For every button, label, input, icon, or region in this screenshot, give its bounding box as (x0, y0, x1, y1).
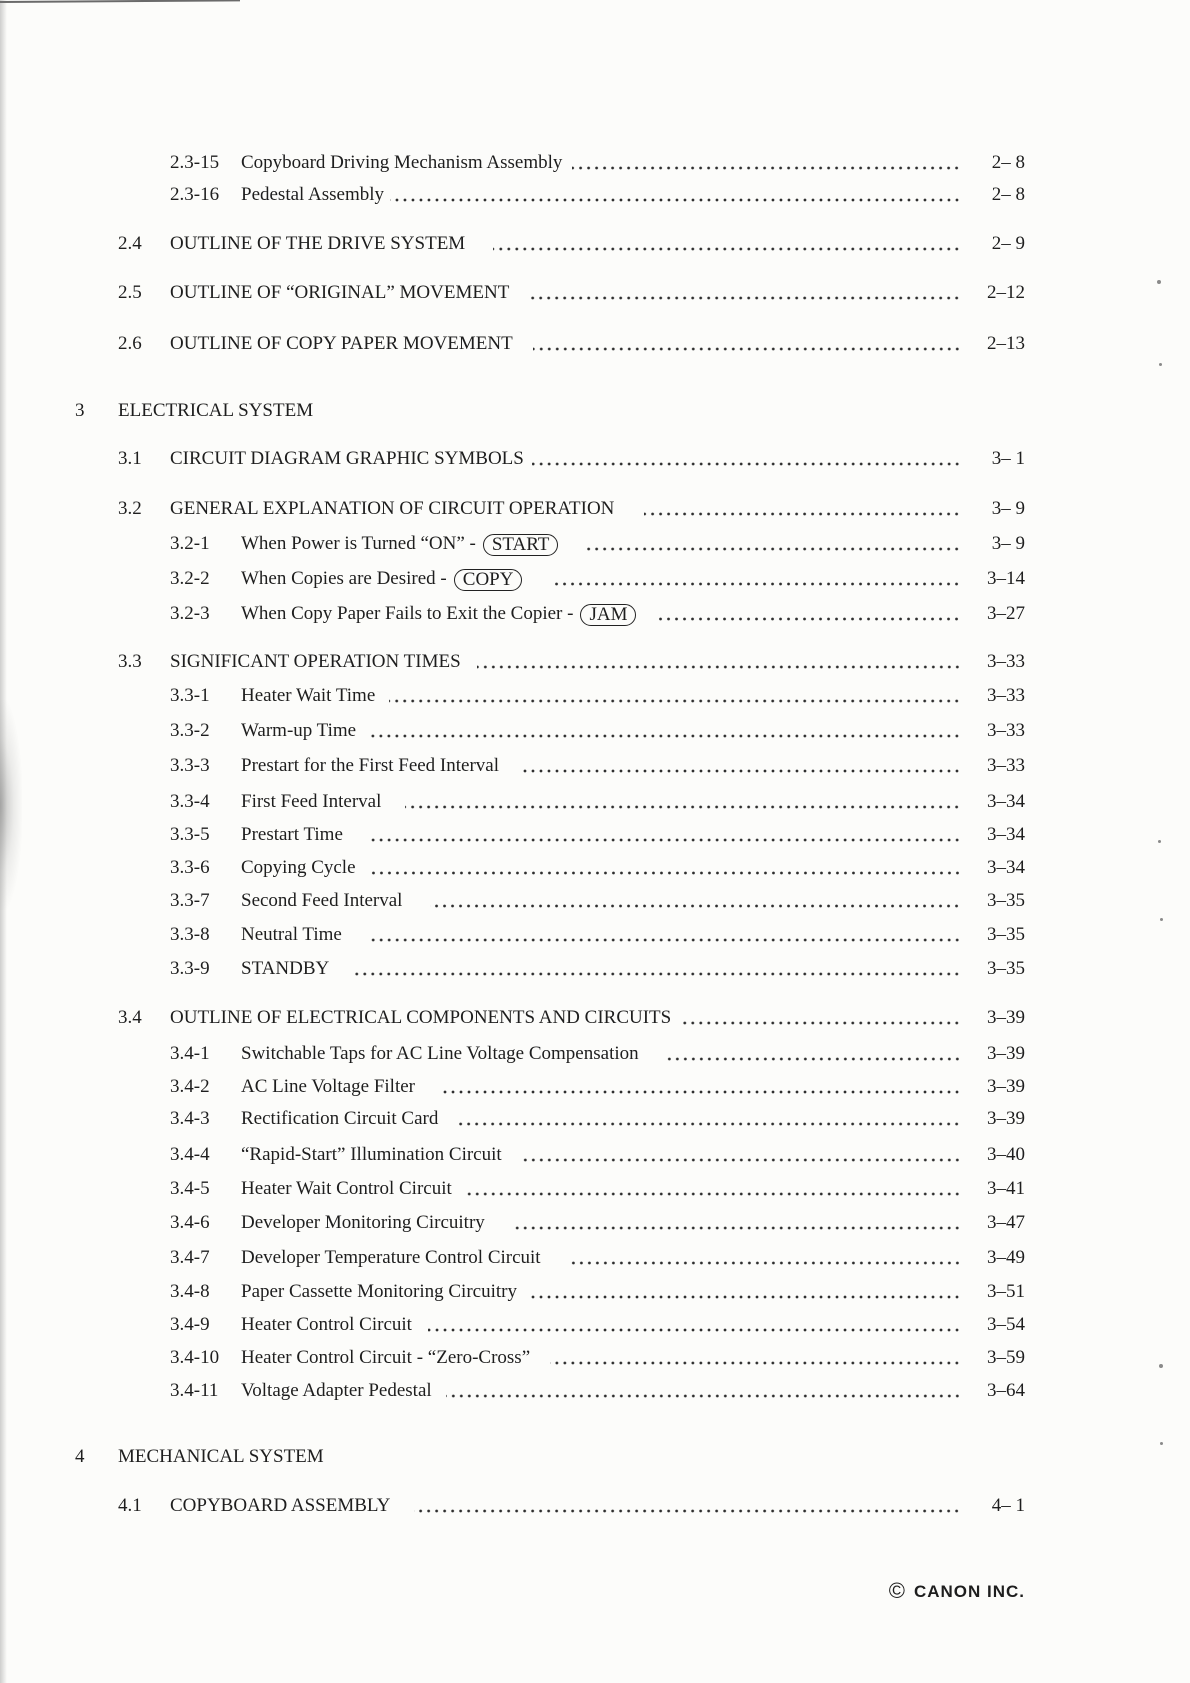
chapter-number: 4 (75, 1446, 85, 1467)
toc-entry (170, 684, 1025, 708)
scan-speck (1160, 918, 1163, 921)
entry-title: OUTLINE OF COPY PAPER MOVEMENT (170, 333, 513, 354)
dot-leader (446, 1379, 961, 1403)
entry-title: GENERAL EXPLANATION OF CIRCUIT OPERATION (170, 498, 615, 519)
jam-key-badge: JAM (580, 604, 636, 626)
scan-speck (1160, 1442, 1163, 1445)
entry-page: 3–34 (987, 791, 1025, 812)
toc-entry (170, 183, 1025, 207)
entry-page: 4– 1 (991, 1495, 1025, 1516)
entry-title: COPYBOARD ASSEMBLY (170, 1495, 391, 1516)
entry-number: 3.3-6 (170, 857, 210, 878)
entry-number: 3.4-7 (170, 1247, 210, 1268)
dot-leader (550, 1346, 961, 1370)
toc-entry (170, 889, 1025, 913)
entry-title: Prestart for the First Feed Interval (241, 755, 500, 776)
entry-title-group (241, 532, 558, 556)
entry-number: 4.1 (118, 1495, 142, 1516)
entry-title: Rectification Circuit Card (241, 1108, 439, 1129)
toc-entry (170, 532, 1025, 556)
entry-page: 3–33 (987, 755, 1025, 776)
toc-entry (170, 823, 1025, 847)
entry-title: Developer Monitoring Circuitry (241, 1212, 485, 1233)
entry-page: 3–35 (987, 890, 1025, 911)
dot-leader (511, 1211, 961, 1235)
entry-number: 3.2-3 (170, 603, 210, 624)
dot-leader (656, 602, 961, 626)
entry-page: 3–27 (987, 603, 1025, 624)
toc-entry (118, 1494, 1025, 1518)
toc-entry (118, 650, 1025, 674)
toc-entry (170, 602, 1025, 626)
entry-title-group (241, 567, 522, 591)
start-key-badge: START (483, 534, 559, 556)
toc-chapter (75, 1445, 1025, 1469)
entry-number: 3.4-11 (170, 1380, 219, 1401)
entry-number: 3.4 (118, 1007, 142, 1028)
entry-title: “Rapid-Start” Illumination Circuit (241, 1144, 502, 1165)
entry-number: 3.4-9 (170, 1314, 210, 1335)
toc-entry (170, 151, 1025, 175)
dot-leader (522, 1143, 961, 1167)
entry-page: 3–49 (987, 1247, 1025, 1268)
toc-entry (170, 957, 1025, 981)
scan-speck (1159, 1364, 1163, 1368)
entry-page: 3–51 (987, 1281, 1025, 1302)
dot-leader (370, 719, 961, 743)
entry-number: 2.3-16 (170, 184, 220, 205)
entry-number: 3.3-4 (170, 791, 210, 812)
entry-title: Heater Wait Time (241, 685, 376, 706)
dot-leader (355, 957, 961, 981)
entry-page: 3–54 (987, 1314, 1025, 1335)
scan-speck (1158, 840, 1161, 843)
entry-page: 3–64 (987, 1380, 1025, 1401)
entry-number: 3.1 (118, 448, 142, 469)
toc-entry (170, 1107, 1025, 1131)
entry-number: 3.3-7 (170, 890, 210, 911)
entry-page: 3–41 (987, 1178, 1025, 1199)
entry-title: Neutral Time (241, 924, 342, 945)
entry-number: 3.4-10 (170, 1347, 220, 1368)
dot-leader (405, 790, 961, 814)
entry-number: 3.4-6 (170, 1212, 210, 1233)
entry-number: 3.2-1 (170, 533, 210, 554)
dot-leader (644, 497, 961, 521)
toc-entry (118, 447, 1025, 471)
toc-entry (170, 719, 1025, 743)
dot-leader (466, 1177, 961, 1201)
entry-title: AC Line Voltage Filter (241, 1076, 415, 1097)
dot-leader (368, 923, 961, 947)
entry-page: 3–59 (987, 1347, 1025, 1368)
entry-title: STANDBY (241, 958, 330, 979)
dot-leader (529, 281, 961, 305)
toc-entry (170, 790, 1025, 814)
scan-speck (1157, 280, 1161, 284)
entry-page: 2– 9 (991, 233, 1025, 254)
entry-title: Prestart Time (241, 824, 343, 845)
dot-leader (389, 684, 961, 708)
entry-title: First Feed Interval (241, 791, 382, 812)
entry-title: Heater Control Circuit (241, 1314, 412, 1335)
entry-title: OUTLINE OF “ORIGINAL” MOVEMENT (170, 282, 510, 303)
entry-number: 3.3-9 (170, 958, 210, 979)
entry-number: 3.2-2 (170, 568, 210, 589)
copyright-footer (889, 1578, 1025, 1605)
chapter-title: MECHANICAL SYSTEM (118, 1446, 324, 1467)
entry-number: 3.3-5 (170, 824, 210, 845)
toc-chapter (75, 399, 1025, 423)
entry-page: 3–47 (987, 1212, 1025, 1233)
company-name: CANON INC. (913, 1582, 1025, 1601)
entry-page: 3–39 (987, 1007, 1025, 1028)
toc-entry (170, 923, 1025, 947)
toc-entry (170, 1177, 1025, 1201)
entry-title: SIGNIFICANT OPERATION TIMES (170, 651, 461, 672)
scan-speck (1159, 363, 1162, 366)
entry-page: 3– 9 (991, 533, 1025, 554)
dot-leader (554, 567, 961, 591)
entry-number: 3.4-3 (170, 1108, 210, 1129)
toc-entry (170, 1211, 1025, 1235)
entry-title: Copyboard Driving Mechanism Assembly (241, 152, 563, 173)
entry-number: 3.4-8 (170, 1281, 210, 1302)
entry-page: 2–12 (987, 282, 1025, 303)
entry-number: 3.4-2 (170, 1076, 210, 1097)
toc-entry (170, 754, 1025, 778)
dot-leader (439, 1075, 961, 1099)
entry-page: 3–33 (987, 720, 1025, 741)
toc-entry (170, 1346, 1025, 1370)
toc-entry (170, 1075, 1025, 1099)
entry-number: 3.3-8 (170, 924, 210, 945)
entry-number: 3.4-5 (170, 1178, 210, 1199)
toc-entry (170, 856, 1025, 880)
entry-title: Switchable Taps for AC Line Voltage Compensation (241, 1043, 639, 1064)
scan-page-edge (0, 0, 240, 3)
entry-title: Heater Wait Control Circuit (241, 1178, 452, 1199)
entry-page: 2– 8 (991, 184, 1025, 205)
entry-title: Heater Control Circuit - “Zero-Cross” (241, 1347, 531, 1368)
dot-leader (567, 1246, 961, 1270)
entry-number: 2.6 (118, 333, 142, 354)
dot-leader (493, 232, 961, 256)
entry-page: 3–33 (987, 651, 1025, 672)
entry-title: Paper Cassette Monitoring Circuitry (241, 1281, 517, 1302)
dot-leader (681, 1006, 961, 1030)
toc-entry (170, 1143, 1025, 1167)
entry-title: Second Feed Interval (241, 890, 403, 911)
dot-leader (390, 183, 961, 207)
entry-number: 3.2 (118, 498, 142, 519)
entry-number: 2.4 (118, 233, 142, 254)
toc-entry (170, 567, 1025, 591)
entry-number: 2.3-15 (170, 152, 220, 173)
entry-page: 3–39 (987, 1043, 1025, 1064)
entry-page: 3–35 (987, 958, 1025, 979)
copy-key-badge: COPY (454, 569, 523, 591)
entry-title: When Copies are Desired - (241, 568, 447, 589)
toc-entry (118, 232, 1025, 256)
entry-title: Warm-up Time (241, 720, 357, 741)
entry-number: 3.3-3 (170, 755, 210, 776)
dot-leader (370, 856, 961, 880)
entry-number: 3.3-2 (170, 720, 210, 741)
chapter-title: ELECTRICAL SYSTEM (118, 400, 314, 421)
entry-title-group (241, 602, 636, 626)
toc-entry (170, 1280, 1025, 1304)
entry-number: 2.5 (118, 282, 142, 303)
entry-number: 3.3-1 (170, 685, 210, 706)
entry-page: 2– 8 (991, 152, 1025, 173)
entry-page: 3–39 (987, 1076, 1025, 1097)
entry-page: 3–35 (987, 924, 1025, 945)
scan-torn-edge (0, 700, 22, 910)
toc-entry (118, 1006, 1025, 1030)
entry-page: 3–40 (987, 1144, 1025, 1165)
toc-entry (170, 1246, 1025, 1270)
entry-title: OUTLINE OF THE DRIVE SYSTEM (170, 233, 466, 254)
dot-leader (572, 151, 961, 175)
toc-entry (170, 1379, 1025, 1403)
dot-leader (458, 1107, 961, 1131)
dot-leader (521, 754, 961, 778)
entry-title: When Copy Paper Fails to Exit the Copier - (241, 603, 574, 624)
dot-leader (533, 332, 961, 356)
entry-title: CIRCUIT DIAGRAM GRAPHIC SYMBOLS (170, 448, 524, 469)
dot-leader (430, 889, 961, 913)
dot-leader (367, 823, 961, 847)
copyright-icon: © (888, 1578, 906, 1603)
entry-page: 3–39 (987, 1108, 1025, 1129)
entry-page: 2–13 (987, 333, 1025, 354)
entry-page: 3–34 (987, 857, 1025, 878)
entry-title: Pedestal Assembly (241, 184, 385, 205)
dot-leader (663, 1042, 961, 1066)
entry-title: Copying Cycle (241, 857, 356, 878)
toc-entry (118, 497, 1025, 521)
entry-page: 3–33 (987, 685, 1025, 706)
entry-page: 3–34 (987, 824, 1025, 845)
entry-title: Developer Temperature Control Circuit (241, 1247, 541, 1268)
entry-title: OUTLINE OF ELECTRICAL COMPONENTS AND CIRCUITS (170, 1007, 672, 1028)
entry-number: 3.4-4 (170, 1144, 210, 1165)
entry-title: Voltage Adapter Pedestal (241, 1380, 432, 1401)
dot-leader (414, 1494, 961, 1518)
dot-leader (428, 1313, 961, 1337)
entry-title: When Power is Turned “ON” - (241, 533, 476, 554)
chapter-number: 3 (75, 400, 85, 421)
entry-page: 3– 1 (991, 448, 1025, 469)
toc-entry (118, 281, 1025, 305)
dot-leader (532, 447, 961, 471)
dot-leader (527, 1280, 961, 1304)
entry-page: 3–14 (987, 568, 1025, 589)
toc-entry (118, 332, 1025, 356)
toc-entry (170, 1042, 1025, 1066)
entry-number: 3.4-1 (170, 1043, 210, 1064)
entry-page: 3– 9 (991, 498, 1025, 519)
toc-entry (170, 1313, 1025, 1337)
dot-leader (586, 532, 961, 556)
entry-number: 3.3 (118, 651, 142, 672)
dot-leader (477, 650, 961, 674)
